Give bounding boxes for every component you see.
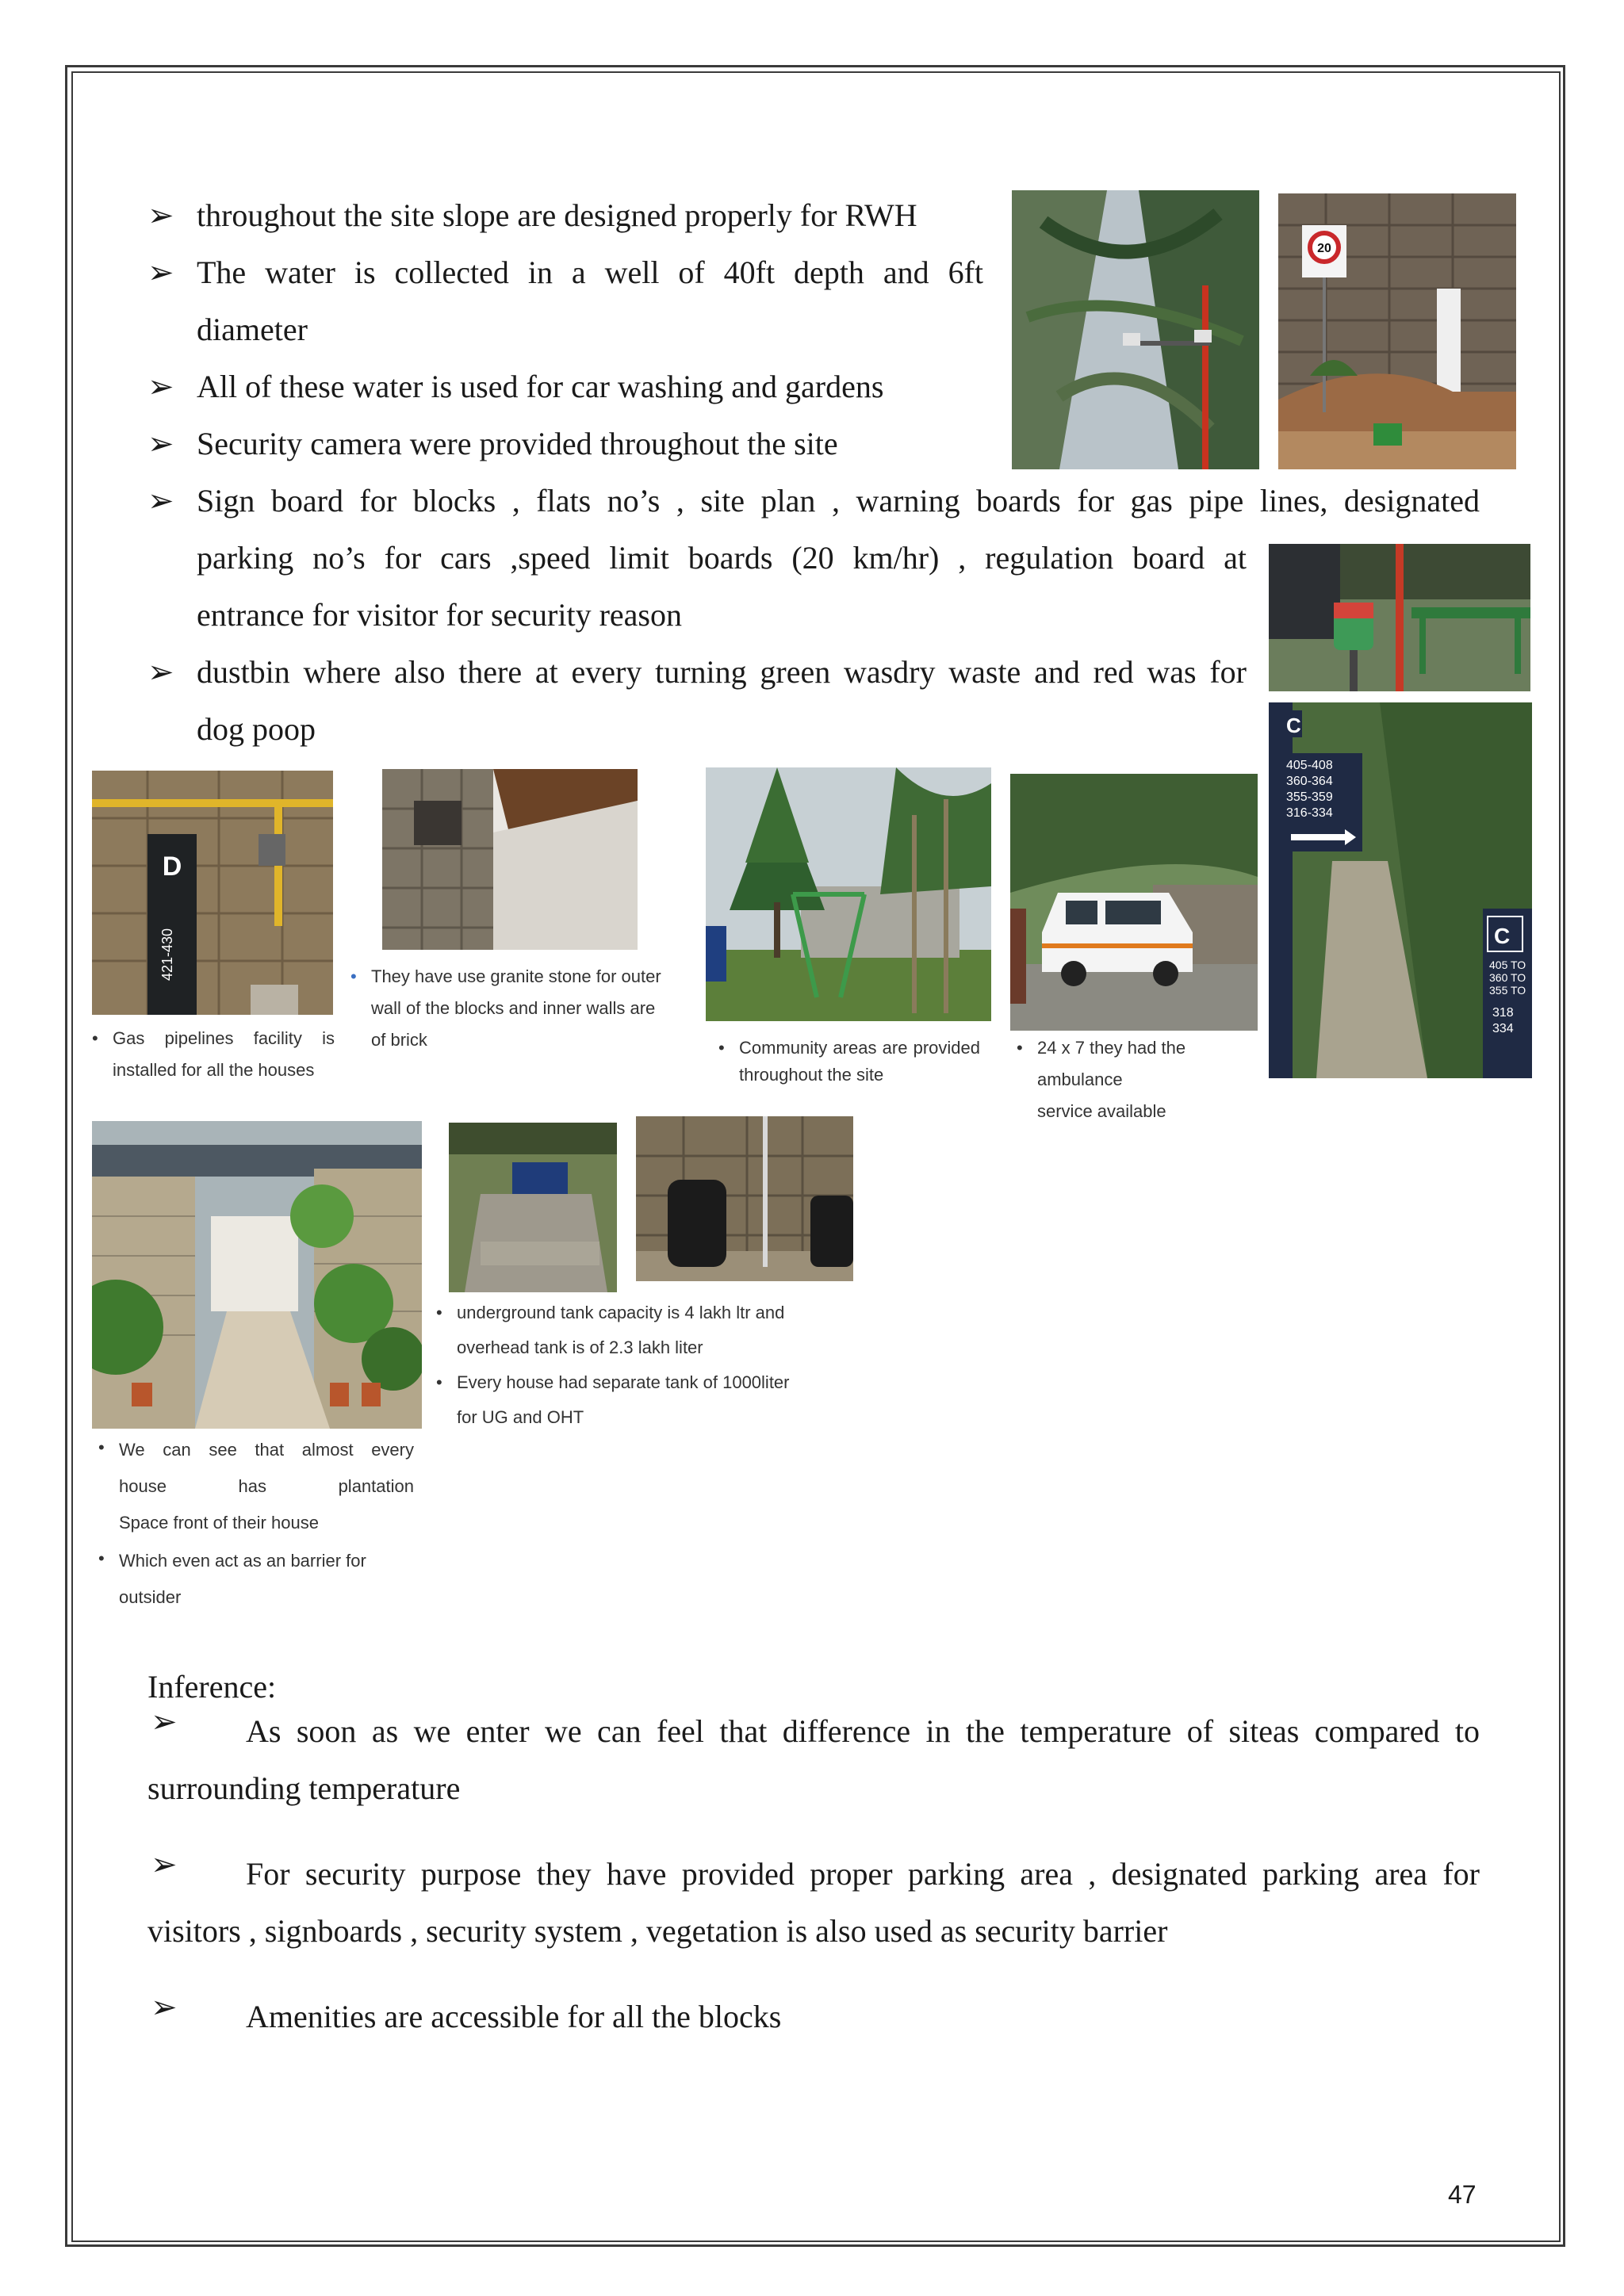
caption-plantation-2: [98, 1543, 414, 1616]
sign-line: 318: [1492, 1006, 1514, 1020]
speed-sign-text: 20: [1317, 242, 1331, 255]
caption-granite: [350, 961, 698, 1056]
caption-line: They have use granite stone for outer: [371, 966, 661, 986]
bullet-arrow: ➢: [147, 254, 174, 290]
caption-line: outsider: [119, 1587, 182, 1607]
caption-bullet: •: [350, 966, 357, 986]
photo-granite-wall: [382, 769, 638, 950]
block-letter-text: D: [162, 851, 182, 882]
sign-line: 334: [1492, 1022, 1514, 1035]
sign-letter-bottom: C: [1494, 924, 1511, 948]
inference-item-1-cont: surrounding temperature: [147, 1770, 461, 1806]
photo-block-signboards: [1269, 702, 1532, 1078]
bullet-item: All of these water is used for car washing and gardens: [197, 369, 884, 404]
photo-overhead-tank: [636, 1116, 853, 1281]
inference-arrow: ➢: [151, 1989, 178, 2025]
photo-speed-limit-sign: [1278, 193, 1516, 469]
inference-title: Inference:: [147, 1669, 277, 1705]
photo-gas-pipeline: [92, 771, 333, 1015]
bullet-arrow: ➢: [147, 197, 174, 233]
inference-item-3: Amenities are accessible for all the blocks: [246, 1999, 782, 2034]
caption-line: of brick: [371, 1030, 427, 1050]
photo-underground-tank: [449, 1123, 617, 1292]
caption-line: We can see that almost every: [119, 1440, 414, 1460]
caption-gas-line2: installed for all the houses: [113, 1060, 315, 1080]
caption-bullet: •: [436, 1303, 442, 1322]
caption-ambulance: [1017, 1032, 1267, 1127]
caption-line: wall of the blocks and inner walls are: [371, 998, 656, 1018]
caption-line: service available: [1037, 1101, 1166, 1121]
caption-line: overhead tank is of 2.3 lakh liter: [457, 1337, 703, 1357]
caption-line: Which even act as an barrier for: [119, 1551, 366, 1571]
bullet-item-cont: dog poop: [197, 711, 316, 747]
bullet-item: The water is collected in a well of 40ft depth and 6ft: [197, 254, 983, 290]
bullet-item: throughout the site slope are designed properly for RWH: [197, 197, 917, 233]
caption-bullet: •: [436, 1372, 442, 1392]
sign-line: 360-364: [1286, 775, 1333, 788]
inference-item-1: As soon as we enter we can feel that difference in the temperature of siteas compared to: [246, 1713, 1480, 1749]
bullet-item: Sign board for blocks , flats no’s , site plan , warning boards for gas pipe lines, designated: [197, 483, 1480, 519]
inference-item-2-cont: visitors , signboards , security system , vegetation is also used as security barrier: [147, 1913, 1168, 1949]
photo-ambulance: [1010, 774, 1258, 1031]
caption-line: Space front of their house: [119, 1513, 319, 1533]
bullet-item: dustbin where also there at every turning green wasdry waste and red was for: [197, 654, 1247, 690]
caption-bullet: •: [1017, 1038, 1023, 1058]
sign-letter-top: C: [1286, 714, 1301, 737]
caption-tank-1: [436, 1295, 861, 1365]
sign-line: 405 TO: [1489, 959, 1526, 971]
caption-line: Gas pipelines facility is: [113, 1028, 335, 1048]
caption-line: house has plantation: [119, 1476, 414, 1496]
caption-line: Community areas are provided: [739, 1038, 980, 1058]
caption-line: underground tank capacity is 4 lakh ltr and: [457, 1303, 785, 1322]
caption-tank-2: [436, 1365, 861, 1435]
sign-line: 355-359: [1286, 790, 1333, 804]
inference-arrow: ➢: [151, 1704, 178, 1739]
bullet-item-cont: parking no’s for cars ,speed limit boards (20 km/hr) , regulation board at: [197, 540, 1247, 576]
inference-item-2: For security purpose they have provided proper parking area , designated parking area for: [246, 1856, 1480, 1892]
bullet-item-cont: entrance for visitor for security reason: [197, 597, 682, 633]
sign-line: 355 TO: [1489, 984, 1526, 997]
photo-security-camera: [1012, 190, 1259, 469]
block-number-text: 421-430: [159, 928, 175, 982]
caption-gas: [92, 1023, 335, 1054]
caption-community-line2: throughout the site: [739, 1065, 884, 1085]
caption-line: 24 x 7 they had the ambulance: [1037, 1038, 1186, 1089]
caption-bullet: •: [92, 1028, 98, 1048]
inference-arrow: ➢: [151, 1846, 178, 1882]
caption-bullet: •: [718, 1038, 725, 1058]
caption-bullet: •: [98, 1548, 105, 1568]
caption-line: Every house had separate tank of 1000liter: [457, 1372, 790, 1392]
caption-plantation-1: [98, 1432, 414, 1541]
caption-line: for UG and OHT: [457, 1407, 584, 1427]
caption-bullet: •: [98, 1437, 105, 1457]
bullet-arrow: ➢: [147, 654, 174, 690]
bullet-item: Security camera were provided throughout the site: [197, 426, 838, 461]
bullet-item-cont: diameter: [197, 312, 308, 347]
sign-line: 405-408: [1286, 759, 1333, 772]
bullet-arrow: ➢: [147, 426, 174, 461]
bullet-arrow: ➢: [147, 483, 174, 519]
sign-line: 360 TO: [1489, 971, 1526, 984]
photo-community-area: [706, 767, 991, 1021]
sign-line: 316-334: [1286, 806, 1333, 820]
photo-dustbin: [1269, 544, 1530, 691]
page-number: 47: [1448, 2180, 1477, 2209]
bullet-arrow: ➢: [147, 369, 174, 404]
photo-plantation: [92, 1121, 422, 1429]
